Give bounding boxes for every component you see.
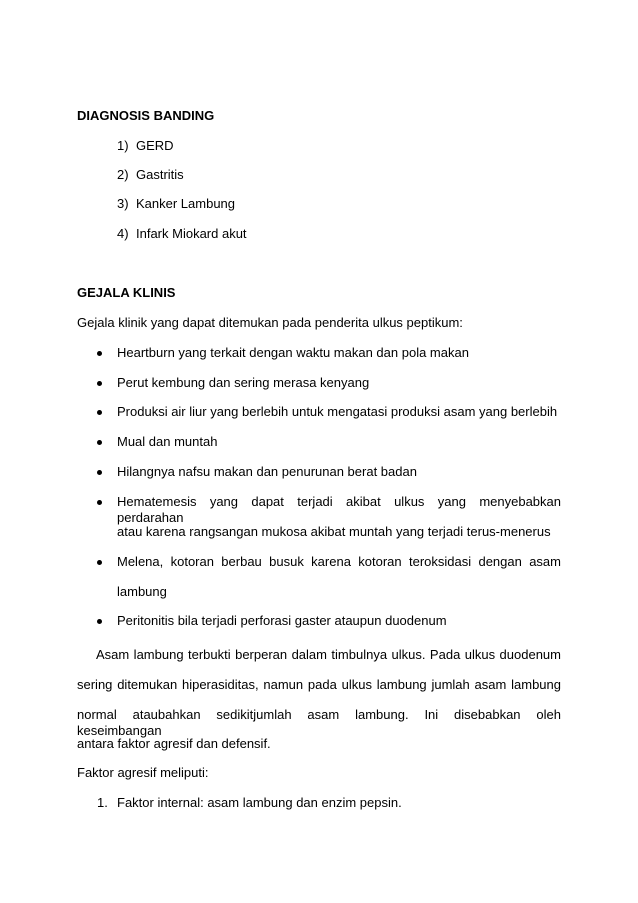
bullet-icon [97,470,102,475]
list-number: 1. [97,795,108,810]
bullet-icon [97,619,102,624]
list-item: Infark Miokard akut [136,226,247,241]
bullet-icon [97,560,102,565]
paragraph-line: normal ataubahkan sedikitjumlah asam lambung. Ini disebabkan oleh keseimbangan [77,707,561,738]
list-item: Kanker Lambung [136,196,236,211]
paragraph-line: antara faktor agresif dan defensif. [77,736,271,751]
intro-text: Gejala klinik yang dapat ditemukan pada penderita ulkus peptikum: [77,315,463,330]
list-number: 1) [117,138,129,153]
bullet-item-continuation: lambung [117,584,167,599]
list-item: Faktor internal: asam lambung dan enzim pepsin. [117,795,402,810]
heading-diagnosis-banding: DIAGNOSIS BANDING [77,108,215,123]
bullet-item: Peritonitis bila terjadi perforasi gaster ataupun duodenum [117,613,447,628]
heading-gejala-klinis: GEJALA KLINIS [77,285,176,300]
list-number: 3) [117,196,129,211]
bullet-item: Melena, kotoran berbau busuk karena kotoran teroksidasi dengan asam [117,554,561,569]
bullet-icon [97,351,102,356]
bullet-item: Hilangnya nafsu makan dan penurunan berat badan [117,464,417,479]
agresif-intro: Faktor agresif meliputi: [77,765,209,780]
bullet-item-continuation: atau karena rangsangan mukosa akibat muntah yang terjadi terus-menerus [117,524,551,539]
bullet-icon [97,410,102,415]
bullet-icon [97,500,102,505]
list-item: Gastritis [136,167,184,182]
bullet-item: Produksi air liur yang berlebih untuk mengatasi produksi asam yang berlebih [117,404,558,419]
bullet-item: Perut kembung dan sering merasa kenyang [117,375,370,390]
list-item: GERD [136,138,174,153]
bullet-item: Hematemesis yang dapat terjadi akibat ulkus yang menyebabkan perdarahan [117,494,561,525]
bullet-item: Heartburn yang terkait dengan waktu makan dan pola makan [117,345,469,360]
paragraph-line: Asam lambung terbukti berperan dalam timbulnya ulkus. Pada ulkus duodenum [96,647,561,662]
bullet-item: Mual dan muntah [117,434,218,449]
paragraph-line: sering ditemukan hiperasiditas, namun pada ulkus lambung jumlah asam lambung [77,677,561,692]
list-number: 4) [117,226,129,241]
bullet-icon [97,381,102,386]
bullet-icon [97,440,102,445]
list-number: 2) [117,167,129,182]
